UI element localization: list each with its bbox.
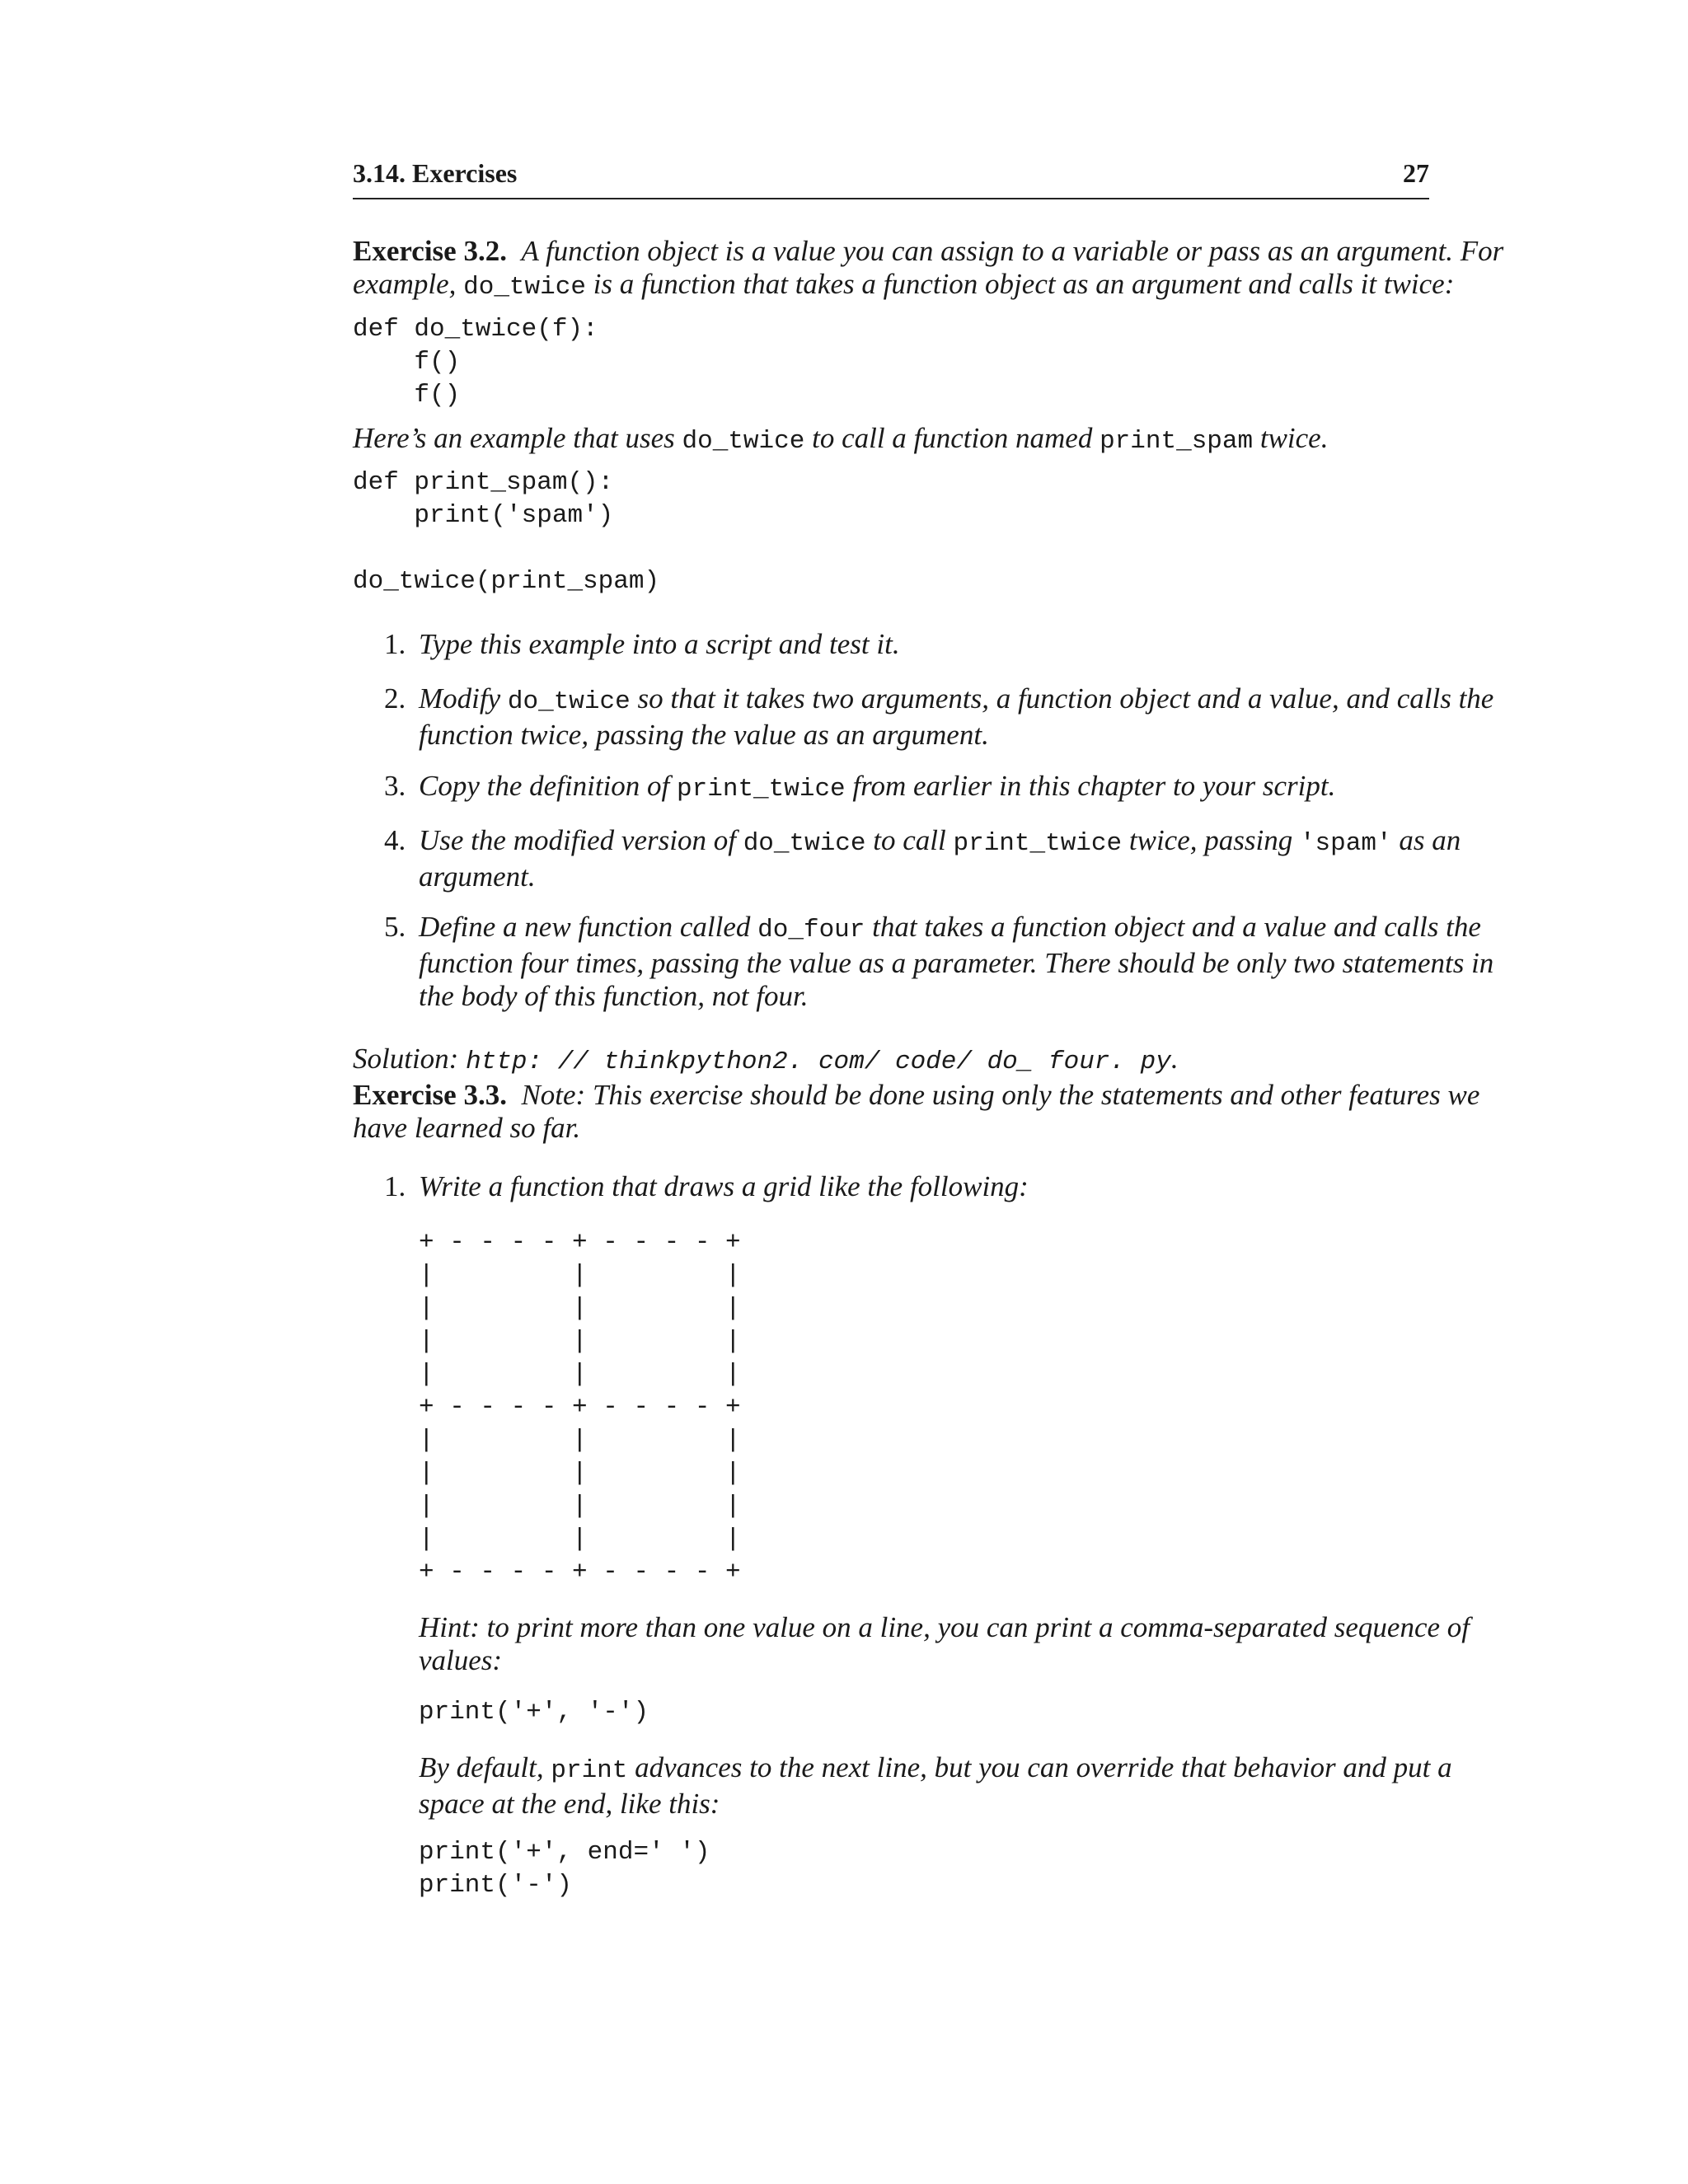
- inline-code: do_twice: [463, 273, 586, 302]
- code-line: do_twice(print_spam): [353, 567, 660, 596]
- exercise-3-2-intro: [353, 235, 1504, 304]
- section-title: 3.14. Exercises: [353, 158, 518, 188]
- intro-text: example,: [353, 268, 457, 300]
- code-line: print('-'): [419, 1871, 573, 1900]
- inline-code: print: [551, 1756, 628, 1785]
- text: space at the end, like this:: [419, 1788, 720, 1820]
- code-line: print('+', end=' '): [419, 1838, 710, 1867]
- list-item-5: [384, 911, 1494, 1012]
- heres-example-line: [353, 422, 1429, 458]
- text: twice.: [1259, 422, 1329, 454]
- exercise-3-2-intro-line1: A function object is a value you can assign to a variable or pass as an argument. For: [521, 235, 1504, 267]
- list-text: Copy the definition of: [419, 770, 670, 802]
- hint-line: values:: [419, 1644, 503, 1676]
- exercise-3-3-intro: have learned so far.: [353, 1112, 581, 1144]
- grid-row: | | |: [419, 1327, 741, 1356]
- grid-row: | | |: [419, 1360, 741, 1389]
- list-item-4: [384, 824, 1461, 893]
- list-text: Define a new function called: [419, 911, 751, 943]
- text: By default,: [419, 1751, 544, 1783]
- exercise-3-3-label: Exercise 3.3.: [353, 1079, 507, 1111]
- list-text: as an: [1399, 824, 1461, 856]
- code-line: f(): [353, 381, 461, 410]
- grid-row: | | |: [419, 1261, 741, 1290]
- grid-row: | | |: [419, 1459, 741, 1488]
- list-item-2: [384, 682, 1494, 751]
- grid-row: + - - - - + - - - - +: [419, 1393, 741, 1422]
- list-text: the body of this function, not four.: [419, 980, 809, 1012]
- inline-code: do_twice: [743, 829, 866, 858]
- code-line: print('spam'): [353, 501, 614, 530]
- running-header: [353, 158, 1429, 199]
- hint-line: Hint: to print more than one value on a line, you can print a comma-separated sequence of: [419, 1611, 1470, 1643]
- list-number: 1.: [384, 628, 406, 660]
- inline-code: print_spam: [1100, 427, 1254, 456]
- solution-and-exercise-3-3: [353, 1043, 1480, 1145]
- code-end-example: [419, 1836, 710, 1902]
- list-text: twice, passing: [1128, 824, 1293, 856]
- code-line: def do_twice(f):: [353, 315, 598, 344]
- grid-row: | | |: [419, 1492, 741, 1521]
- grid-row: | | |: [419, 1294, 741, 1323]
- code-line: f(): [353, 348, 461, 377]
- inline-code: print_twice: [677, 775, 846, 804]
- list-number: 2.: [384, 682, 406, 715]
- list-text: function twice, passing the value as an argument.: [419, 719, 989, 751]
- code-line: def print_spam():: [353, 468, 614, 497]
- inline-code: do_twice: [682, 427, 805, 456]
- grid-row: | | |: [419, 1426, 741, 1455]
- hint-text: [419, 1611, 1470, 1677]
- default-text: [419, 1751, 1452, 1821]
- solution-label: Solution:: [353, 1043, 459, 1075]
- list-text: Modify: [419, 682, 501, 715]
- code-do-twice: [353, 313, 598, 412]
- grid-row: + - - - - + - - - - +: [419, 1558, 741, 1586]
- page-number: 27: [1403, 158, 1429, 188]
- list-text: Use the modified version of: [419, 824, 736, 856]
- text: advances to the next line, but you can override that behavior and put a: [635, 1751, 1452, 1783]
- grid-row: | | |: [419, 1525, 741, 1554]
- intro-text: is a function that takes a function object as an argument and calls it twice:: [593, 268, 1455, 300]
- inline-code: print_twice: [953, 829, 1123, 858]
- inline-code: do_four: [757, 916, 865, 944]
- inline-code: 'spam': [1299, 829, 1392, 858]
- text: to call a function named: [812, 422, 1093, 454]
- list-text: Type this example into a script and test it.: [419, 628, 900, 660]
- ascii-grid: [419, 1226, 741, 1589]
- list-text: to call: [873, 824, 946, 856]
- exercise-3-3-intro: Note: This exercise should be done using only the statements and other features we: [521, 1079, 1480, 1111]
- text: .: [1170, 1043, 1179, 1075]
- list-text: that takes a function object and a value and calls the: [872, 911, 1481, 943]
- code-hint: print('+', '-'): [419, 1698, 649, 1727]
- code-print-spam: [353, 466, 659, 598]
- list-number: 5.: [384, 911, 406, 943]
- list-text: so that it takes two arguments, a function object and a value, and calls the: [637, 682, 1494, 715]
- list-text: from earlier in this chapter to your script.: [852, 770, 1336, 802]
- inline-code: do_twice: [507, 687, 631, 716]
- solution-link[interactable]: http: // thinkpython2. com/ code/ do_ four. py: [466, 1047, 1171, 1076]
- text: Here’s an example that uses: [353, 422, 675, 454]
- list-text: Write a function that draws a grid like the following:: [419, 1170, 1029, 1202]
- list-text: function four times, passing the value as a parameter. There should be only two statements in: [419, 947, 1494, 979]
- exercise-3-2-label: Exercise 3.2.: [353, 235, 507, 267]
- list-number: 4.: [384, 824, 406, 856]
- grid-row: + - - - - + - - - - +: [419, 1228, 741, 1257]
- list-text: argument.: [419, 860, 536, 893]
- list-number: 1.: [384, 1170, 406, 1202]
- list-number: 3.: [384, 770, 406, 802]
